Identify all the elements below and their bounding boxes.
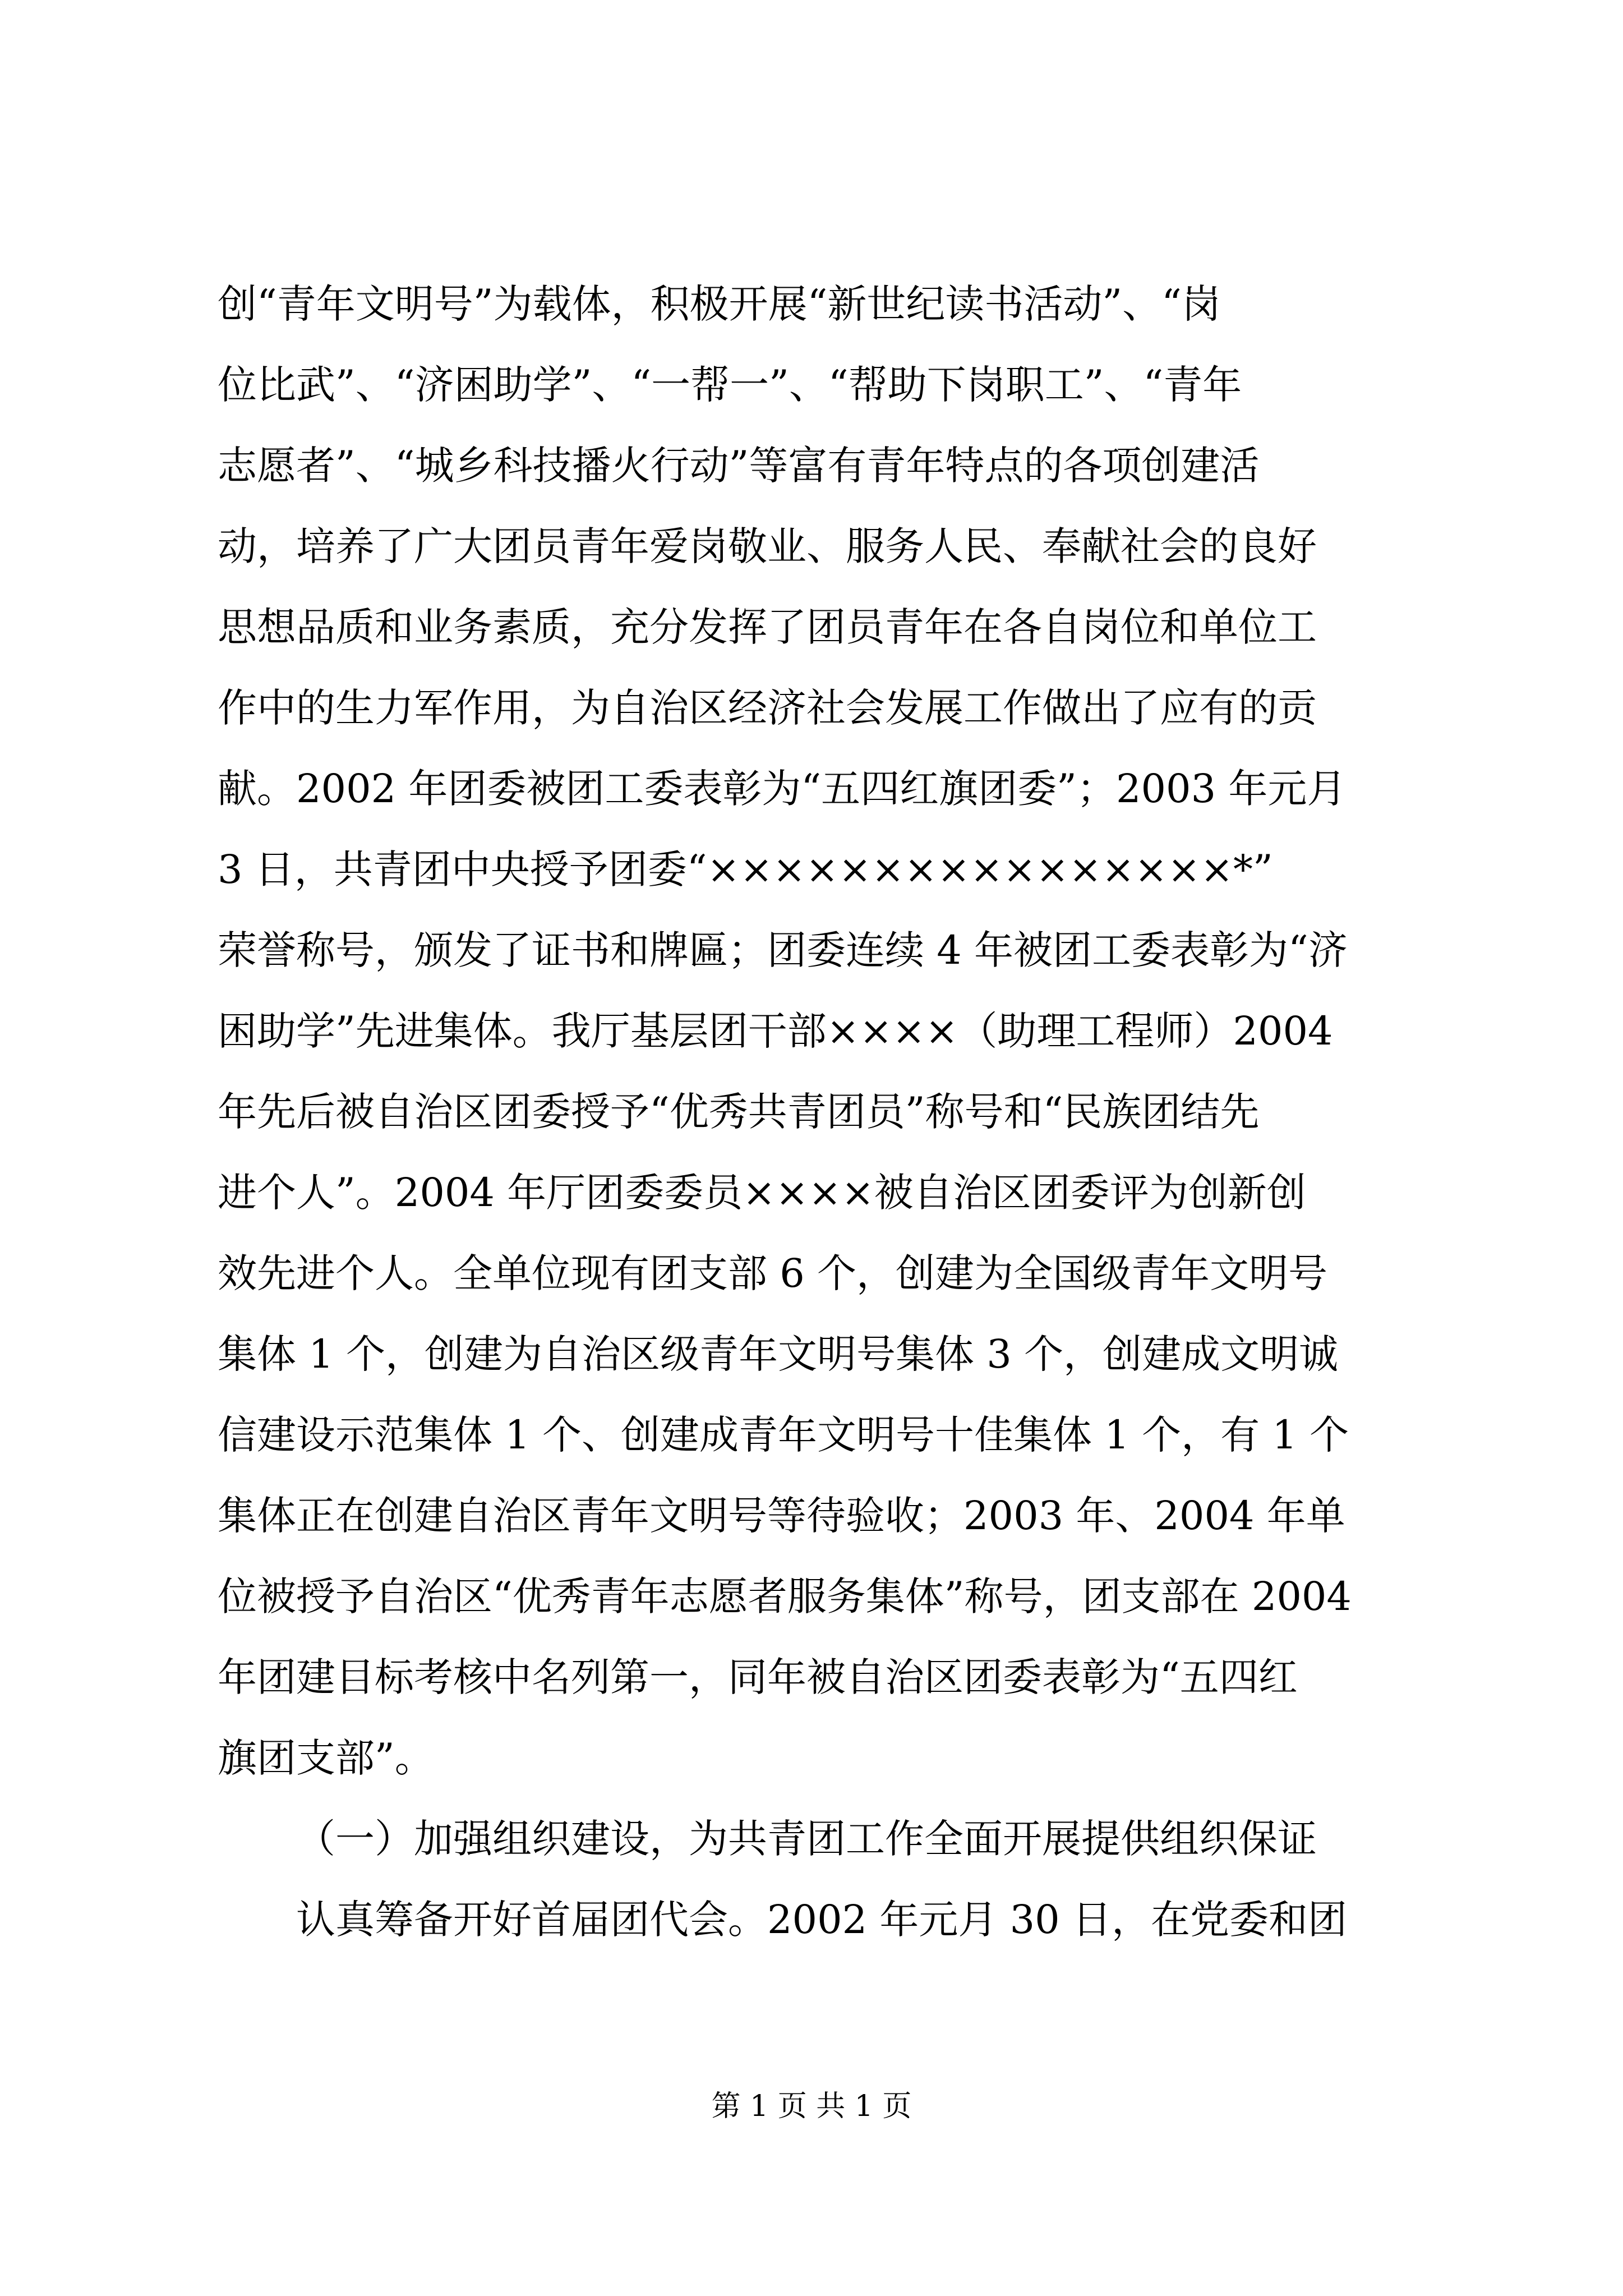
paragraph-line: 集体 1 个，创建为自治区级青年文明号集体 3 个，创建成文明诚 [218, 1331, 1339, 1377]
paragraph-line: 作中的生力军作用，为自治区经济社会发展工作做出了应有的贡 [218, 685, 1317, 731]
paragraph-line: 年先后被自治区团委授予“优秀共青团员”称号和“民族团结先 [218, 1089, 1260, 1135]
paragraph-line: 献。2002 年团委被团工委表彰为“五四红旗团委”；2003 年元月 [218, 766, 1347, 812]
paragraph-line: 创“青年文明号”为载体，积极开展“新世纪读书活动”、“岗 [218, 281, 1221, 327]
paragraph-line: 志愿者”、“城乡科技播火行动”等富有青年特点的各项创建活 [218, 443, 1260, 489]
paragraph-line: 集体正在创建自治区青年文明号等待验收；2003 年、2004 年单 [218, 1493, 1345, 1539]
paragraph-line: 位比武”、“济困助学”、“一帮一”、“帮助下岗职工”、“青年 [218, 362, 1242, 408]
paragraph-line: 旗团支部”。 [218, 1735, 434, 1781]
paragraph-line: 位被授予自治区“优秀青年志愿者服务集体”称号，团支部在 2004 [218, 1573, 1352, 1619]
page-footer [0, 2087, 1623, 2126]
page-number: 第 1 页 共 1 页 [711, 2090, 912, 2123]
paragraph-line: 动，培养了广大团员青年爱岗敬业、服务人民、奉献社会的良好 [218, 523, 1317, 569]
paragraph-line: 认真筹备开好首届团代会。2002 年元月 30 日，在党委和团 [296, 1897, 1347, 1943]
paragraph-line: 思想品质和业务素质，充分发挥了团员青年在各自岗位和单位工 [218, 604, 1317, 650]
section-heading: （一）加强组织建设，为共青团工作全面开展提供组织保证 [296, 1816, 1317, 1862]
paragraph-line: 信建设示范集体 1 个、创建成青年文明号十佳集体 1 个，有 1 个 [218, 1412, 1349, 1458]
paragraph-line: 困助学”先进集体。我厅基层团干部××××（助理工程师）2004 [218, 1008, 1333, 1054]
paragraph-line: 3 日，共青团中央授予团委“××××××××××××××××*” [218, 846, 1273, 892]
paragraph-line: 荣誉称号，颁发了证书和牌匾；团委连续 4 年被团工委表彰为“济 [218, 927, 1348, 973]
paragraph-line: 进个人”。2004 年厅团委委员××××被自治区团委评为创新创 [218, 1170, 1306, 1216]
paragraph-line: 年团建目标考核中名列第一，同年被自治区团委表彰为“五四红 [218, 1654, 1298, 1700]
paragraph-line: 效先进个人。全单位现有团支部 6 个，创建为全国级青年文明号 [218, 1250, 1328, 1296]
body-text [218, 264, 1429, 1960]
